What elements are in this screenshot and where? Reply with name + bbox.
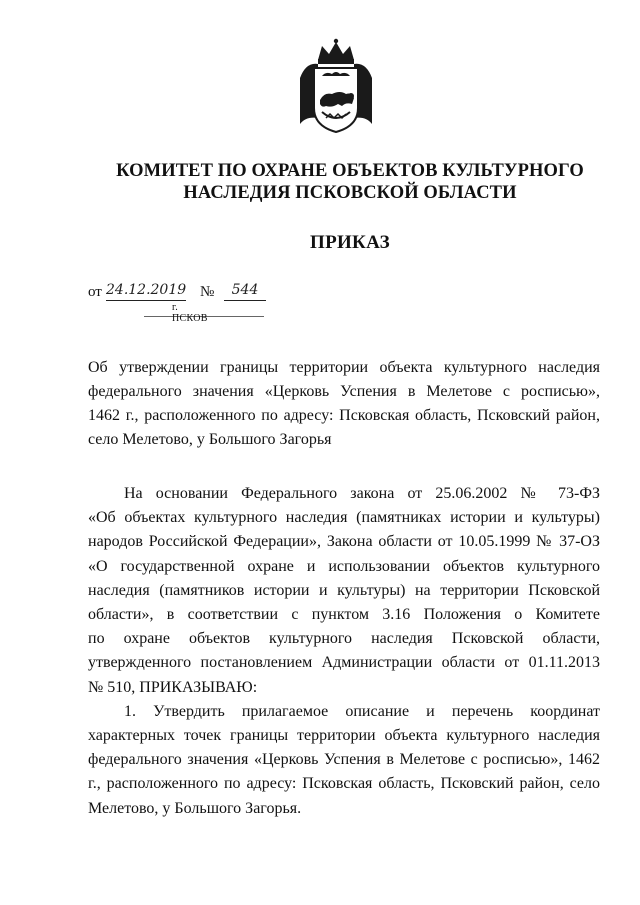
order-body <box>88 482 600 821</box>
body-line: № 510, ПРИКАЗЫВАЮ: <box>88 678 258 696</box>
org-title-line-1: КОМИТЕТ ПО ОХРАНЕ ОБЪЕКТОВ КУЛЬТУРНОГО <box>116 161 584 181</box>
body-line: «Об объектах культурного наследия (памятниках истории и культуры) <box>88 509 600 527</box>
from-label: от <box>88 284 102 300</box>
order-number: 544 <box>224 282 266 301</box>
body-line: наследия (памятников истории и культуры) на территории Псковской <box>88 581 600 599</box>
order-subject <box>88 356 600 452</box>
coat-of-arms-icon <box>296 38 376 136</box>
order-date: 24.12.2019 <box>106 282 186 301</box>
body-line: Мелетово, у Большого Загорья. <box>88 799 302 817</box>
organization-title <box>80 160 620 204</box>
subject-line: 1462 г., расположенного по адресу: Псковская область, Псковский район, <box>88 407 600 424</box>
body-line: утвержденного постановлением Администрации области от 01.11.2013 <box>88 654 600 672</box>
body-line: «О государственной охране и использовании объектов культурного <box>88 557 600 575</box>
body-line: области», в соответствии с пунктом 3.16 Положения о Комитете <box>88 606 600 624</box>
body-line: На основании Федерального закона от 25.06.2002 № 73-ФЗ <box>124 485 600 502</box>
subject-line: федерального значения «Церковь Успения в Мелетове с росписью», <box>88 383 600 400</box>
body-line: 1. Утвердить прилагаемое описание и перечень координат <box>124 702 600 720</box>
body-line: г., расположенного по адресу: Псковская область, Псковский район, село <box>88 775 600 793</box>
body-line: федерального значения «Церковь Успения в Мелетове с росписью», 1462 <box>88 751 600 769</box>
org-title-line-2: НАСЛЕДИЯ ПСКОВСКОЙ ОБЛАСТИ <box>183 183 517 203</box>
subject-line: Об утверждении границы территории объекта культурного наследия <box>88 359 600 376</box>
body-line: народов Российской Федерации», Закона области от 10.05.1999 № 37-ОЗ <box>88 533 600 551</box>
number-label: № <box>200 284 215 300</box>
subject-line: село Мелетово, у Большого Загорья <box>88 431 332 448</box>
body-line: характерных точек границы территории объекта культурного наследия <box>88 727 600 745</box>
document-type: ПРИКАЗ <box>309 232 391 253</box>
body-line: по охране объектов культурного наследия Псковской области, <box>88 630 600 648</box>
order-place: г. ПСКОВ <box>172 302 208 324</box>
